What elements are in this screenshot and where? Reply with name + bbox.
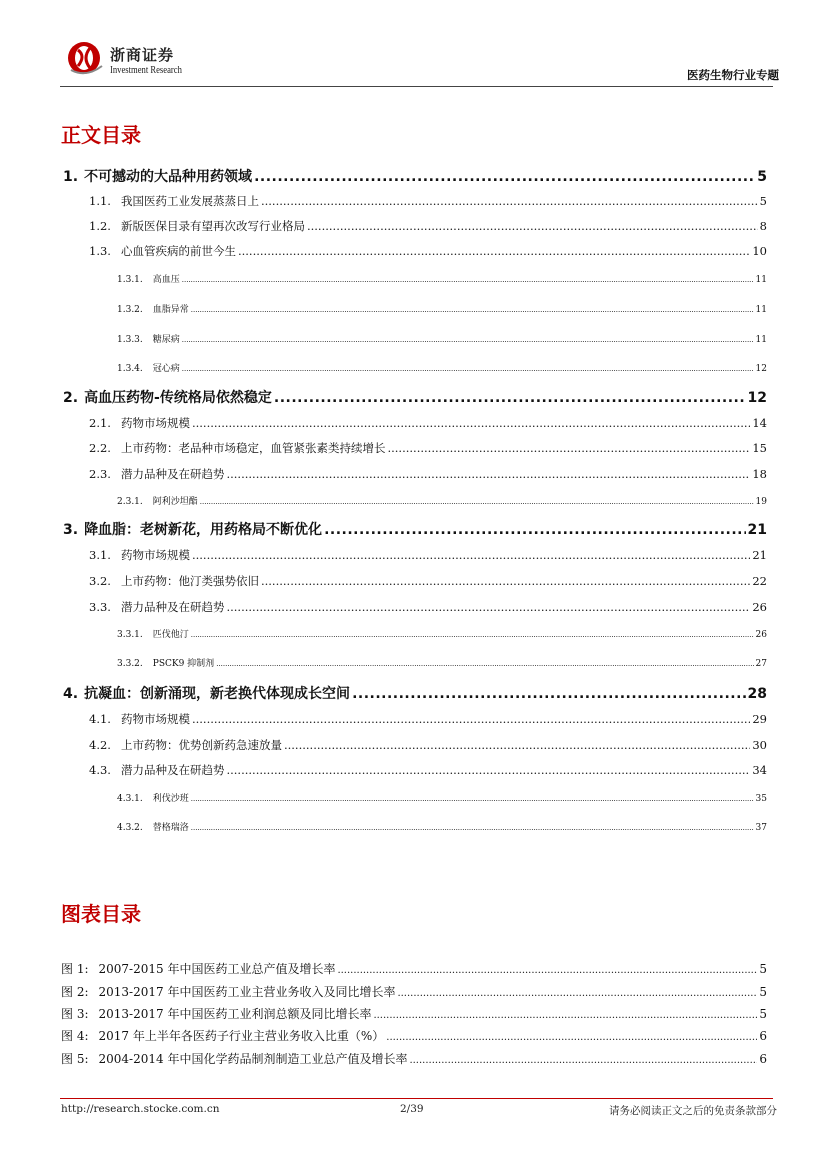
page-number: 2/39 [400,1103,424,1115]
toc-entry-level2[interactable]: 2.3. 潜力品种及在研趋势 ..... 18 [89,466,767,482]
toc-entry-level2[interactable]: 3.3. 潜力品种及在研趋势 ..... 26 [89,599,767,615]
toc-entry-level2[interactable]: 4.2. 上市药物：优势创新药急速放量 ..... 30 [89,737,767,753]
toc-entry-level2[interactable]: 2.2. 上市药物：老品种市场稳定，血管紧张素类持续增长 ..... 15 [89,440,767,456]
toc-entry-level2[interactable]: 4.3. 潜力品种及在研趋势 ..... 34 [89,762,767,778]
figure-entry[interactable]: 图 5: 2004-2014 年中国化学药品制剂制造工业总产值及增长率 ..... 6 [61,1050,767,1066]
logo-english-name: Investment Research [110,65,182,76]
toc-entry-level3[interactable]: 3.3.2. PSCK9 抑制剂 ..... 27 [117,656,767,669]
footer-url[interactable]: http://research.stocke.com.cn [61,1103,220,1115]
figure-entry[interactable]: 图 2: 2013-2017 年中国医药工业主营业务收入及同比增长率 ..... 5 [61,983,767,999]
toc-entry-level2[interactable]: 3.2. 上市药物：他汀类强势依旧 ..... 22 [89,573,767,589]
toc-entry-level2[interactable]: 1.3. 心血管疾病的前世今生 ..... 10 [89,243,767,259]
toc-title: 正文目录 [61,123,141,147]
toc-entry-level3[interactable]: 1.3.1. 高血压 ..... 11 [117,272,767,285]
figure-entry[interactable]: 图 3: 2013-2017 年中国医药工业利润总额及同比增长率 ..... 5 [61,1005,767,1021]
figure-entry[interactable]: 图 4: 2017 年上半年各医药子行业主营业务收入比重（%） ..... 6 [61,1027,767,1043]
toc-entry-level2[interactable]: 2.1. 药物市场规模 ..... 14 [89,415,767,431]
report-type: 医药生物行业专题 [687,68,779,82]
toc-entry-level3[interactable]: 2.3.1. 阿利沙坦酯 ..... 19 [117,494,767,507]
figures-title: 图表目录 [61,902,141,926]
toc-entry-level2[interactable]: 3.1. 药物市场规模 ..... 21 [89,547,767,563]
toc-entry-level3[interactable]: 4.3.2. 替格瑞洛 ..... 37 [117,820,767,833]
toc-entry-level2[interactable]: 1.1. 我国医药工业发展蒸蒸日上 ..... 5 [89,193,767,209]
figure-entry[interactable]: 图 1: 2007-2015 年中国医药工业总产值及增长率 ..... 5 [61,960,767,976]
toc-entry-level2[interactable]: 4.1. 药物市场规模 ..... 29 [89,711,767,727]
footer-divider [60,1098,773,1099]
toc-entry-level1[interactable]: 3. 降血脂：老树新花，用药格局不断优化 ..... 21 [63,519,767,539]
toc-entry-level3[interactable]: 1.3.4. 冠心病 ..... 12 [117,361,767,374]
company-logo-icon [66,40,106,76]
toc-entry-level3[interactable]: 1.3.2. 血脂异常 ..... 11 [117,302,767,315]
toc-entry-level1[interactable]: 1. 不可撼动的大品种用药领域 ..... 5 [63,166,767,186]
toc-entry-level1[interactable]: 4. 抗凝血：创新涌现，新老换代体现成长空间 ..... 28 [63,683,767,703]
logo-chinese-name: 浙商证券 [110,46,175,64]
footer-disclaimer: 请务必阅读正文之后的免责条款部分 [609,1105,777,1117]
toc-entry-level1[interactable]: 2. 高血压药物-传统格局依然稳定 ..... 12 [63,387,767,407]
header-divider [60,86,773,87]
toc-entry-level3[interactable]: 3.3.1. 匹伐他汀 ..... 26 [117,627,767,640]
toc-entry-level3[interactable]: 4.3.1. 利伐沙班 ..... 35 [117,791,767,804]
toc-entry-level3[interactable]: 1.3.3. 糖尿病 ..... 11 [117,332,767,345]
toc-entry-level2[interactable]: 1.2. 新版医保目录有望再次改写行业格局 ..... 8 [89,218,767,234]
